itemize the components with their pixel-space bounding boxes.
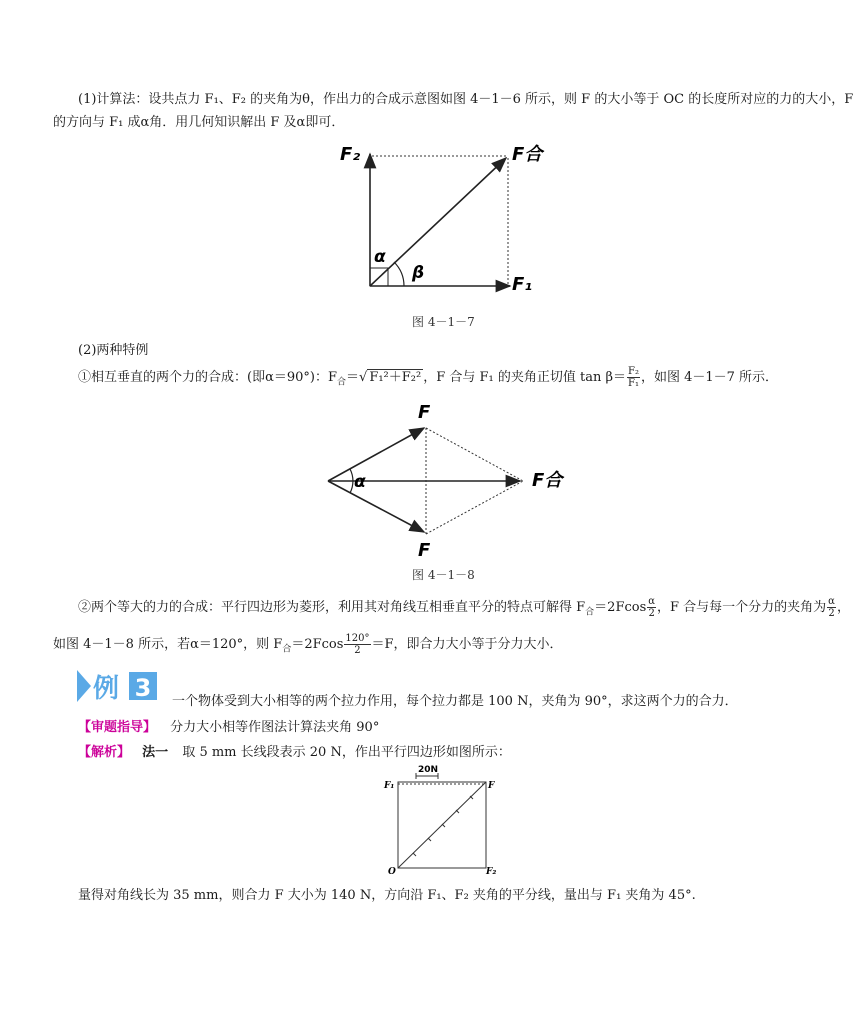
label-fhe: F合 xyxy=(512,144,543,165)
diagonal-ticks xyxy=(413,796,473,856)
label-f: F xyxy=(488,781,495,791)
dotted-lower xyxy=(426,481,523,534)
caption-fig2: 图 4－1－8 xyxy=(412,568,475,582)
diagonal xyxy=(398,782,486,868)
badge-number: 3 xyxy=(134,674,152,702)
label-f1: F₁ xyxy=(384,781,395,791)
para4-frac1 xyxy=(647,596,656,619)
para3-frac xyxy=(627,366,640,389)
label-o: O xyxy=(388,867,396,877)
para3-eq: ＝ xyxy=(346,370,360,385)
badge-text: 例 xyxy=(93,674,120,704)
scale-label: 20N xyxy=(418,765,439,775)
analysis-method: 法一 xyxy=(142,745,169,760)
guide-text: 分力大小相等作图法计算法夹角 90° xyxy=(170,720,380,735)
para3-frac-den: F₁ xyxy=(628,378,639,389)
label-f2: F₂ xyxy=(340,144,361,165)
para4-l1b: ＝2Fcos xyxy=(594,600,647,615)
f-top-arrow xyxy=(328,428,424,481)
label-f-bottom: F xyxy=(418,540,431,560)
example-badge xyxy=(77,668,159,704)
figure-parallelogram xyxy=(380,760,505,880)
label-f1: F₁ xyxy=(512,274,533,295)
para3-suffix: ，如图 4－1－7 所示． xyxy=(640,370,779,385)
para4-line2 xyxy=(53,633,563,656)
para4-line1 xyxy=(78,596,850,619)
label-alpha: α xyxy=(374,247,386,267)
para4-frac1-den: 2 xyxy=(648,608,655,619)
guide-line xyxy=(78,716,379,735)
para4-frac2-den: 2 xyxy=(828,608,835,619)
para4-frac3 xyxy=(344,633,370,656)
para3-sqrt: F₁²＋F₂² xyxy=(369,370,422,385)
para4-frac3-den: 2 xyxy=(354,645,361,656)
f-bottom-arrow xyxy=(328,481,424,532)
para4-frac2 xyxy=(827,596,836,619)
analysis-text: 取 5 mm 长线段表示 20 N，作出平行四边形如图所示： xyxy=(182,745,511,760)
para4-l1c: ，F 合与每一个分力的夹角为 xyxy=(657,600,827,615)
diag-tick-1 xyxy=(413,853,416,856)
para3-mid: ，F 合与 F₁ 的夹角正切值 tan β＝ xyxy=(423,370,626,385)
figure-4-1-8 xyxy=(318,400,568,560)
diag-tick-3 xyxy=(442,824,445,827)
beta-arc xyxy=(394,262,404,286)
para1-line1: (1)计算法：设共点力 F₁、F₂ 的夹角为θ，作出力的合成示意图如图 4－1－6 所示，则 F 的大小等于 OC 的长度所对应的力的大小，F xyxy=(78,92,854,107)
para4-frac1-num: α xyxy=(648,596,656,607)
figure-4-1-7 xyxy=(330,138,550,298)
para4-frac2-num: α xyxy=(828,596,835,607)
para4-l2c: ＝F，即合力大小等于分力大小． xyxy=(371,637,563,652)
resultant-arrow xyxy=(370,158,506,286)
label-f2: F₂ xyxy=(486,867,497,877)
guide-tag: 【审题指导】 xyxy=(78,720,157,735)
badge-arrow xyxy=(77,670,91,702)
para4-l1a: ②两个等大的力的合成：平行四边形为菱形，利用其对角线互相垂直平分的特点可解得 F xyxy=(78,600,586,615)
para3-prefix: ①相互垂直的两个力的合成：(即α＝90°)：F xyxy=(78,370,337,385)
para3-sub: 合 xyxy=(337,377,347,388)
para4-frac3-num: 120° xyxy=(345,633,370,644)
label-fhe: F合 xyxy=(532,470,563,491)
analysis-tag: 【解析】 xyxy=(78,745,131,760)
result-text: 量得对角线长为 35 mm，则合力 F 大小为 140 N，方向沿 F₁、F₂ 夹角的平分线，量出与 F₁ 夹角为 45°. xyxy=(78,888,696,903)
para2-title: (2)两种特例 xyxy=(78,343,149,358)
para3-line: ①相互垂直的两个力的合成：(即α＝90°)：$F_合=√$ F₁²＋F₂² ，F 合与 F₁ 的夹角正切值 tan β＝ $\frac{\text{F₂}}{\text{F₁}}$ ，如图 4－1－7 所示． xyxy=(78,366,779,389)
label-beta: β xyxy=(412,263,425,283)
example-question: 一个物体受到大小相等的两个拉力作用，每个拉力都是 100 N，夹角为 90°，求这两个力的合力． xyxy=(172,694,738,709)
para4-l1d: ， xyxy=(836,600,850,615)
caption-fig1: 图 4－1－7 xyxy=(412,315,475,329)
label-alpha: α xyxy=(354,472,366,492)
para1-line2: 的方向与 F₁ 成α角．用几何知识解出 F 及α即可． xyxy=(53,115,345,130)
para4-l1sub: 合 xyxy=(585,607,595,618)
analysis-line xyxy=(78,741,511,760)
para4-l2b: ＝2Fcos xyxy=(291,637,344,652)
diag-tick-2 xyxy=(428,838,431,841)
label-f-top: F xyxy=(418,402,431,423)
para4-l2sub: 合 xyxy=(282,644,292,655)
para3-frac-num: F₂ xyxy=(628,366,639,377)
para4-l2a: 如图 4－1－8 所示，若α＝120°，则 F xyxy=(53,637,283,652)
dotted-upper xyxy=(426,428,523,481)
